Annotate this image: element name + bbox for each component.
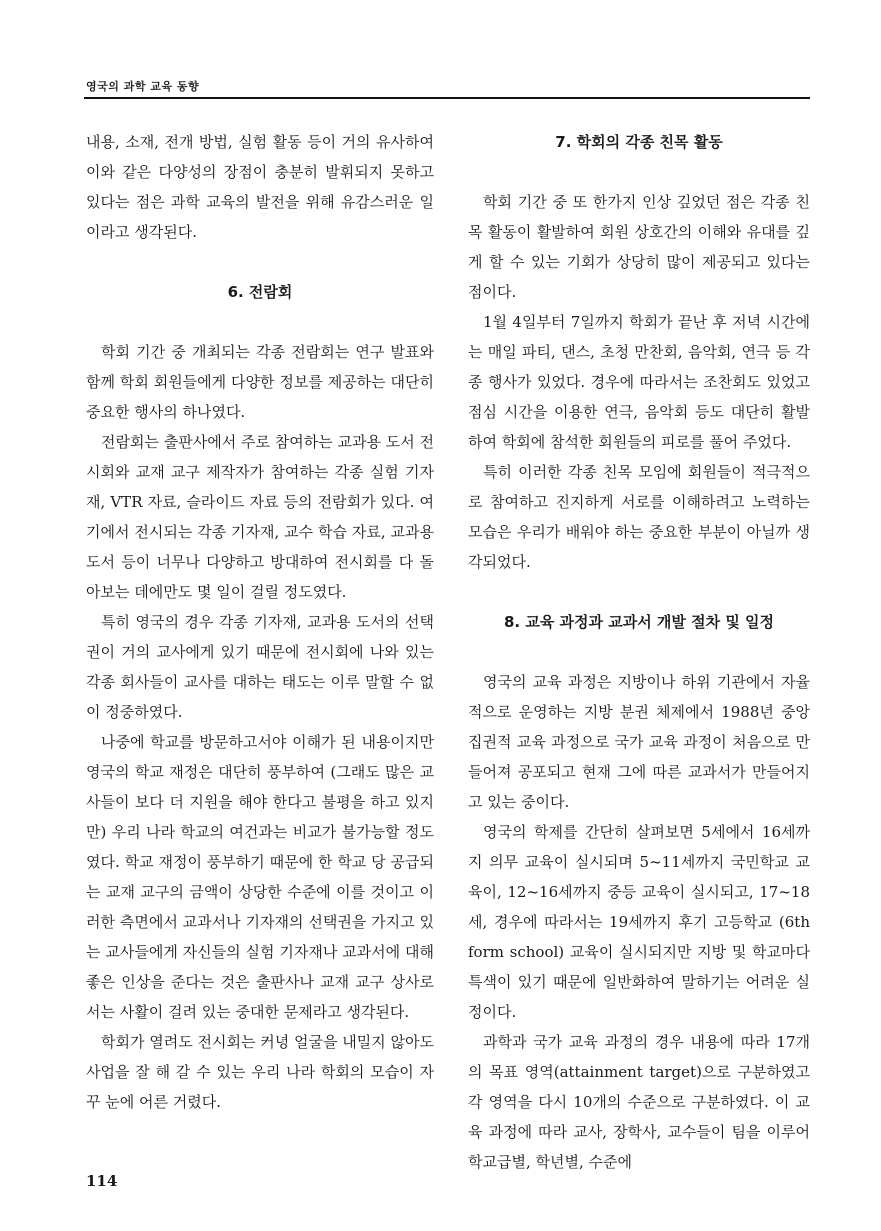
right-column <box>468 127 810 1177</box>
running-title: 영국의 과학 교육 동향 <box>86 80 200 93</box>
section-6-heading: 6. 전람회 <box>227 283 293 301</box>
paragraph: 영국의 학제를 간단히 살펴보면 5세에서 16세까지 의무 교육이 실시되며 5~11세까지 국민학교 교육이, 12~16세까지 중등 교육이 실시되고, 17~18세, 경우에 따라서는 19세까지 후기 고등학교 (6th form school) 교육이 실시되지만 지방 및 학교마다 특색이 있기 때문에 일반화하여 말하기는 어려운 실정이다. <box>468 823 810 1021</box>
paragraph: 1월 4일부터 7일까지 학회가 끝난 후 저녁 시간에는 매일 파티, 댄스, 초청 만찬회, 음악회, 연극 등 각종 행사가 있었다. 경우에 따라서는 조찬회도 있었고 점심 시간을 이용한 연극, 음악회 등도 대단히 활발하여 학회에 참석한 회원들의 피로를 풀어 주었다. <box>468 313 810 451</box>
paragraph: 특히 이러한 각종 친목 모임에 회원들이 적극적으로 참여하고 진지하게 서로를 이해하려고 노력하는 모습은 우리가 배워야 하는 중요한 부분이 아닐까 생각되었다. <box>468 463 810 571</box>
header-rule <box>84 97 810 99</box>
paragraph: 학회가 열려도 전시회는 커녕 얼굴을 내밀지 않아도 사업을 잘 해 갈 수 있는 우리 나라 학회의 모습이 자꾸 눈에 어른 거렸다. <box>86 1033 434 1111</box>
paragraph: 나중에 학교를 방문하고서야 이해가 된 내용이지만 영국의 학교 재정은 대단히 풍부하여 (그래도 많은 교사들이 보다 더 지원을 해야 한다고 불평을 하고 있지만) 우리 나라 학교의 여건과는 비교가 불가능할 정도 였다. 학교 재정이 풍부하기 때문에 한 학교 당 공급되는 교재 교구의 금액이 상당한 수준에 이를 것이고 이러한 측면에서 교과서나 기자재의 선택권을 가지고 있는 교사들에게 자신들의 실험 기자재나 교과서에 대해 좋은 인상을 준다는 것은 출판사나 교재 교구 상사로서는 사활이 걸려 있는 중대한 문제라고 생각된다. <box>86 733 434 1021</box>
paragraph-continued: 내용, 소재, 전개 방법, 실험 활동 등이 거의 유사하여 이와 같은 다양성의 장점이 충분히 발휘되지 못하고 있다는 점은 과학 교육의 발전을 위해 유감스러운 일이라고 생각된다. <box>86 133 434 241</box>
paragraph: 영국의 교육 과정은 지방이나 하위 기관에서 자율적으로 운영하는 지방 분권 체제에서 1988년 중앙 집권적 교육 과정으로 국가 교육 과정이 처음으로 만들어져 공포되고 현재 그에 따른 교과서가 만들어지고 있는 중이다. <box>468 673 810 811</box>
paragraph: 학회 기간 중 또 한가지 인상 깊었던 점은 각종 친목 활동이 활발하여 회원 상호간의 이해와 유대를 깊게 할 수 있는 기회가 상당히 많이 제공되고 있다는 점이다. <box>468 193 810 301</box>
left-column <box>86 127 434 1117</box>
paragraph: 특히 영국의 경우 각종 기자재, 교과용 도서의 선택권이 거의 교사에게 있기 때문에 전시회에 나와 있는 각종 회사들이 교사를 대하는 태도는 이루 말할 수 없이 정중하였다. <box>86 613 434 721</box>
section-8-heading: 8. 교육 과정과 교과서 개발 절차 및 일정 <box>503 613 775 631</box>
paragraph: 과학과 국가 교육 과정의 경우 내용에 따라 17개의 목표 영역(attainment target)으로 구분하였고 각 영역을 다시 10개의 수준으로 구분하였다. 이 교육 과정에 따라 교사, 장학사, 교수들이 팀을 이루어 학교급별, 학년별, 수준에 <box>468 1033 810 1171</box>
paragraph: 학회 기간 중 개최되는 각종 전람회는 연구 발표와 함께 학회 회원들에게 다양한 정보를 제공하는 대단히 중요한 행사의 하나였다. <box>86 343 434 421</box>
paragraph: 전람회는 출판사에서 주로 참여하는 교과용 도서 전시회와 교재 교구 제작자가 참여하는 각종 실험 기자재, VTR 자료, 슬라이드 자료 등의 전람회가 있다. 여기에서 전시되는 각종 기자재, 교수 학습 자료, 교과용 도서 등이 너무나 다양하고 방대하여 전시회를 다 돌아보는 데에만도 몇 일이 걸릴 정도였다. <box>86 433 434 601</box>
page-number: 114 <box>86 1172 118 1190</box>
section-7-heading: 7. 학회의 각종 친목 활동 <box>555 133 723 151</box>
